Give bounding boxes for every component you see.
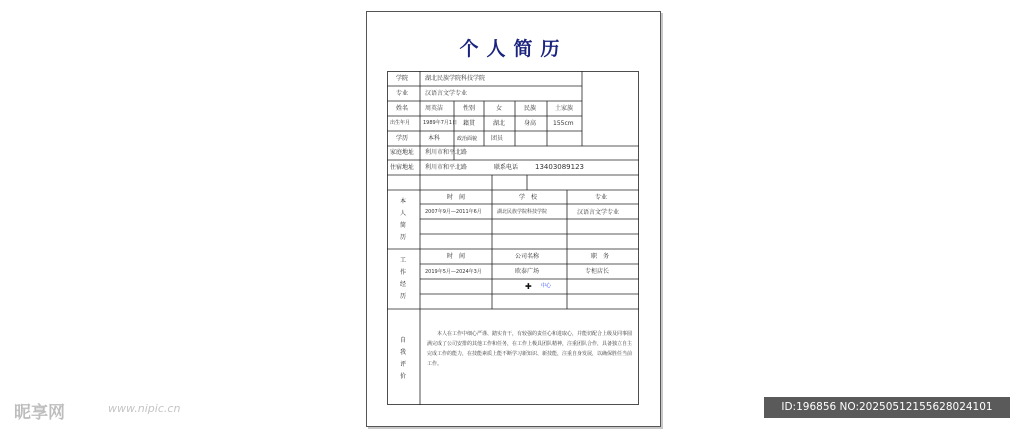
label-phone: 联系电话 [494,164,519,171]
value-height: 155cm [553,120,574,127]
label-gender: 性别 [463,105,476,112]
work-label-char: 经 [399,281,406,288]
work-header-company: 公司名称 [515,253,540,260]
value-phone: 13403089123 [535,163,584,171]
value-education: 本科 [428,135,441,142]
label-ethnicity: 民族 [524,105,537,112]
work-section-label [397,255,409,303]
label-birth: 出生年月 [390,120,411,126]
value-name: 周英洁 [425,105,444,112]
label-name: 姓名 [396,105,409,112]
edu-label-char: 本 [399,198,406,205]
edu-header-time: 时 间 [447,194,466,201]
label-school: 学院 [396,75,409,82]
eval-section-label [397,335,409,383]
edu-label-char: 历 [399,234,406,241]
value-residence: 利川市和平北路 [425,164,468,171]
value-native: 湖北 [493,120,506,127]
value-school: 湖北民族学院科技学院 [425,75,486,82]
eval-label-char: 评 [399,361,406,368]
label-political: 政治面貌 [457,136,478,142]
work-label-char: 工 [399,257,406,264]
edu-row-major: 汉语言文学专业 [577,209,620,216]
work-label-char: 作 [399,269,406,276]
resume-form [387,71,639,405]
label-home: 家庭地址 [390,149,415,156]
work-row-time: 2019年5月—2024年3月 [425,269,482,275]
self-evaluation-text: 本人在工作中细心严谨、踏实肯干，有较强的责任心和进取心，并能切配合上级及同事圆满完成了公司安排的其他工作和任务，在工作上极具团队精神，注重团队合作，具备独立自主完成工作的能力，在技能素质上能不断学习新知识、新技能，注重自身发展，以确保胜任当前工作。 [427,331,633,367]
edu-label-char: 人 [399,210,406,217]
value-major: 汉语言文学专业 [425,90,468,97]
value-ethnicity: 土家族 [555,105,574,112]
watermark-logo: 昵享网 [14,403,65,423]
work-header-time: 时 间 [447,253,466,260]
work-header-position: 职 务 [591,253,610,260]
work-row-position: 专柜店长 [585,268,610,275]
value-birth: 1989年7月1日 [423,120,458,126]
watermark-url: www.nipic.cn [108,402,181,415]
label-major: 专业 [396,90,409,97]
resume-title: 个人简历 [459,38,568,60]
move-cursor-icon[interactable]: ✚ [525,282,532,291]
edu-row-time: 2007年9月—2011年6月 [425,209,482,215]
eval-label-char: 我 [399,349,406,356]
label-residence: 住宿地址 [390,164,415,171]
edu-section-label [397,196,409,244]
work-label-char: 历 [399,293,406,300]
label-height: 身高 [524,120,537,127]
edu-header-major: 专业 [595,194,608,201]
edu-row-school: 湖北民族学院科技学院 [497,209,548,215]
label-native: 籍贯 [463,120,476,127]
resume-paper [366,11,661,427]
edu-header-school: 学 校 [519,194,538,201]
eval-label-char: 价 [399,373,406,380]
edu-label-char: 简 [399,222,406,229]
eval-label-char: 自 [399,337,406,344]
label-education: 学历 [396,135,409,142]
center-marker-label: 中心 [541,283,552,289]
value-political: 团员 [491,135,504,142]
value-home: 利川市和平北路 [425,149,468,156]
value-gender: 女 [496,105,503,112]
image-id-badge: ID:196856 NO:20250512155628024101 [764,397,1010,418]
work-row-company: 欧泰广场 [515,268,540,275]
